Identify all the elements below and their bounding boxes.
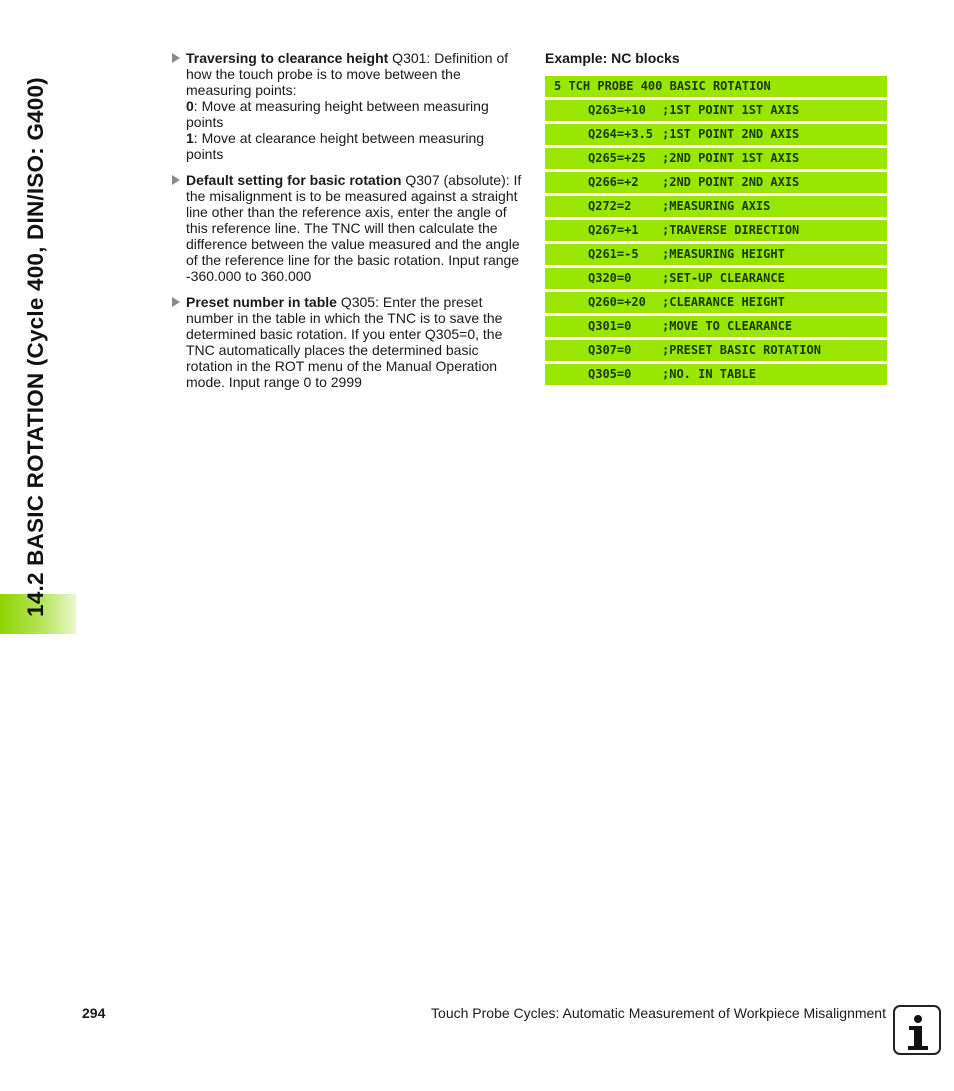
nc-line xyxy=(545,172,887,193)
nc-parameter: Q263=+10 xyxy=(588,103,646,117)
nc-parameter: Q264=+3.5 xyxy=(588,127,654,141)
option-text: : Move at measuring height between measuring points xyxy=(186,98,489,130)
param-title: Preset number in table xyxy=(186,294,337,310)
param-q305 xyxy=(172,294,524,390)
parameter-list xyxy=(172,50,524,400)
param-q307 xyxy=(172,172,524,284)
nc-line xyxy=(545,220,887,241)
nc-comment: ;SET-UP CLEARANCE xyxy=(662,271,785,285)
nc-parameter: Q265=+25 xyxy=(588,151,646,165)
page-number: 294 xyxy=(82,1005,106,1021)
nc-line xyxy=(545,196,887,217)
nc-parameter: Q307=0 xyxy=(588,343,632,357)
nc-comment: ;NO. IN TABLE xyxy=(662,367,756,381)
nc-comment: ;MOVE TO CLEARANCE xyxy=(662,319,793,333)
nc-comment: ;1ST POINT 2ND AXIS xyxy=(662,127,800,141)
info-icon xyxy=(893,1005,941,1055)
nc-parameter: Q267=+1 xyxy=(588,223,639,237)
nc-comment: ;MEASURING AXIS xyxy=(662,199,771,213)
option-text: : Move at clearance height between measuring points xyxy=(186,130,485,162)
param-body: Q307 (absolute): If the misalignment is to be measured against a straight line other than the reference axis, enter the angle of this reference line. The TNC will then calculate the difference between the value measured and the angle of the reference line for the basic rotation. Input range -360.000 to 360.000 xyxy=(186,172,522,284)
nc-block-listing xyxy=(545,76,887,388)
option-key: 0 xyxy=(186,98,194,114)
footer-chapter: Touch Probe Cycles: Automatic Measurement of Workpiece Misalignment xyxy=(431,1005,886,1021)
nc-parameter: Q305=0 xyxy=(588,367,632,381)
nc-parameter: Q301=0 xyxy=(588,319,632,333)
nc-line xyxy=(545,124,887,145)
nc-parameter: Q272=2 xyxy=(588,199,632,213)
nc-comment: ;MEASURING HEIGHT xyxy=(662,247,785,261)
nc-comment: ;TRAVERSE DIRECTION xyxy=(662,223,800,237)
nc-header-line: 5 TCH PROBE 400 BASIC ROTATION xyxy=(545,76,887,97)
nc-comment: ;1ST POINT 1ST AXIS xyxy=(662,103,800,117)
param-title: Traversing to clearance height xyxy=(186,50,389,66)
nc-line xyxy=(545,244,887,265)
param-title: Default setting for basic rotation xyxy=(186,172,402,188)
param-intro: Q301: Definition of how the touch probe is to move between the measuring points: xyxy=(186,50,509,98)
section-title-vertical xyxy=(13,35,59,659)
nc-comment: ;PRESET BASIC ROTATION xyxy=(662,343,821,357)
nc-parameter: Q266=+2 xyxy=(588,175,639,189)
arrow-bullet-icon xyxy=(172,53,180,63)
example-title: Example: NC blocks xyxy=(545,50,680,66)
section-title-text: 14.2 BASIC ROTATION (Cycle 400, DIN/ISO: G400) xyxy=(23,77,48,617)
nc-comment: ;2ND POINT 1ST AXIS xyxy=(662,151,800,165)
param-q301 xyxy=(172,50,524,162)
nc-line xyxy=(545,100,887,121)
nc-parameter: Q260=+20 xyxy=(588,295,646,309)
nc-line xyxy=(545,268,887,289)
nc-lines xyxy=(545,100,887,385)
param-body: Q305: Enter the preset number in the table in which the TNC is to save the determined basic rotation. If you enter Q305=0, the TNC automatically places the determined basic rotation in the ROT menu of the Manual Operation mode. Input range 0 to 2999 xyxy=(186,294,503,390)
nc-line xyxy=(545,340,887,361)
nc-comment: ;2ND POINT 2ND AXIS xyxy=(662,175,800,189)
nc-line xyxy=(545,316,887,337)
option-key: 1 xyxy=(186,130,194,146)
nc-line xyxy=(545,292,887,313)
arrow-bullet-icon xyxy=(172,297,180,307)
nc-line xyxy=(545,148,887,169)
nc-parameter: Q261=-5 xyxy=(588,247,639,261)
arrow-bullet-icon xyxy=(172,175,180,185)
nc-parameter: Q320=0 xyxy=(588,271,632,285)
nc-comment: ;CLEARANCE HEIGHT xyxy=(662,295,785,309)
nc-line xyxy=(545,364,887,385)
